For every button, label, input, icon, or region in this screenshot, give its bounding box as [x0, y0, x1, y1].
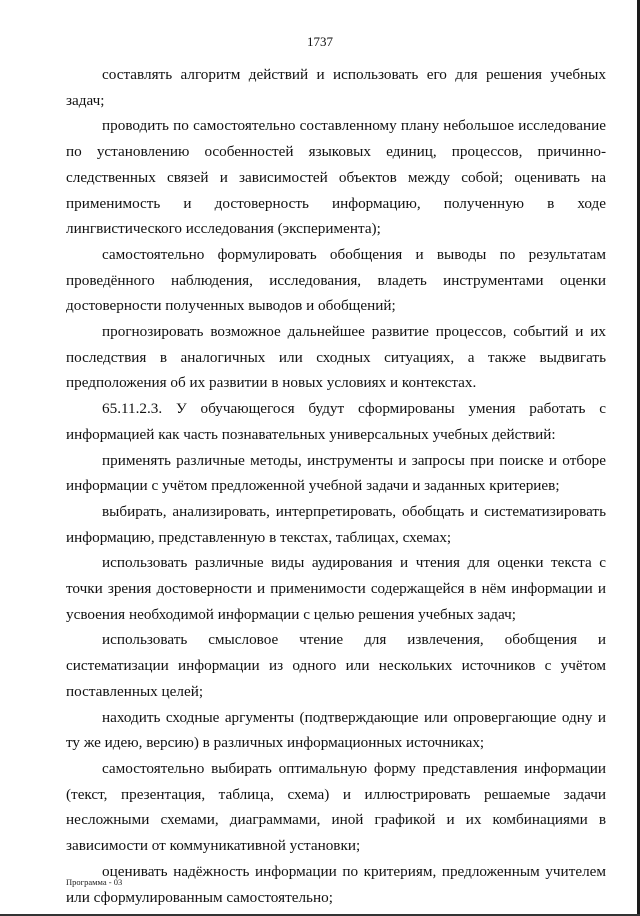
paragraph-algorithm: составлять алгоритм действий и использовать его для решения учебных задач; [66, 66, 606, 109]
page-number: 1737 [307, 34, 333, 49]
document-body [66, 62, 606, 910]
paragraph-arguments: находить сходные аргументы (подтверждающие или опровергающие одну и ту же идею, версию) в различных информационных источниках; [66, 708, 606, 752]
paragraph-search-methods: применять различные методы, инструменты и запросы при поиске и отборе информации с учётом предложенной учебной задачи и заданных критериев; [66, 451, 606, 495]
paragraph-section-heading: 65.11.2.3. У обучающегося будут сформированы умения работать с информацией как часть познавательных универсальных учебных действий: [66, 400, 606, 443]
paragraph-reliability: оценивать надёжность информации по критериям, предложенным учителем или сформулированным самостоятельно; [66, 862, 606, 906]
page-footer: Программа - 03 [66, 877, 123, 887]
paragraph-semantic-reading: использовать смысловое чтение для извлечения, обобщения и систематизации информации из одного или нескольких источников с учётом поставленных целей; [66, 631, 606, 700]
paragraph-listening-reading: использовать различные виды аудирования и чтения для оценки текста с точки зрения достоверности и применимости содержащейся в нём информации и усвоения необходимой информации с целью решения учебных задач; [66, 554, 606, 623]
paragraph-analysis: выбирать, анализировать, интерпретировать, обобщать и систематизировать информацию, представленную в текстах, таблицах, схемах; [66, 502, 606, 546]
paragraph-forecasting: прогнозировать возможное дальнейшее развитие процессов, событий и их последствия в аналогичных или сходных ситуациях, а также выдвигать предположения об их развитии в новых условиях и контекстах. [66, 323, 606, 392]
paragraph-representation: самостоятельно выбирать оптимальную форму представления информации (текст, презентация, таблица, схема) и иллюстрировать решаемые задачи несложными схемами, диаграммами, иной графикой и их комбинациями в зависимости от коммуникативной установки; [66, 759, 606, 855]
paragraph-research: проводить по самостоятельно составленному плану небольшое исследование по установлению особенностей языковых единиц, процессов, причинно-следственных связей и зависимостей объектов между собой; оценивать на применимость и достоверность информацию, полученную в ходе лингвистического исследования (эксперимента); [66, 117, 606, 238]
paragraph-generalization: самостоятельно формулировать обобщения и выводы по результатам проведённого наблюдения, исследования, владеть инструментами оценки достоверности полученных выводов и обобщений; [66, 245, 606, 315]
